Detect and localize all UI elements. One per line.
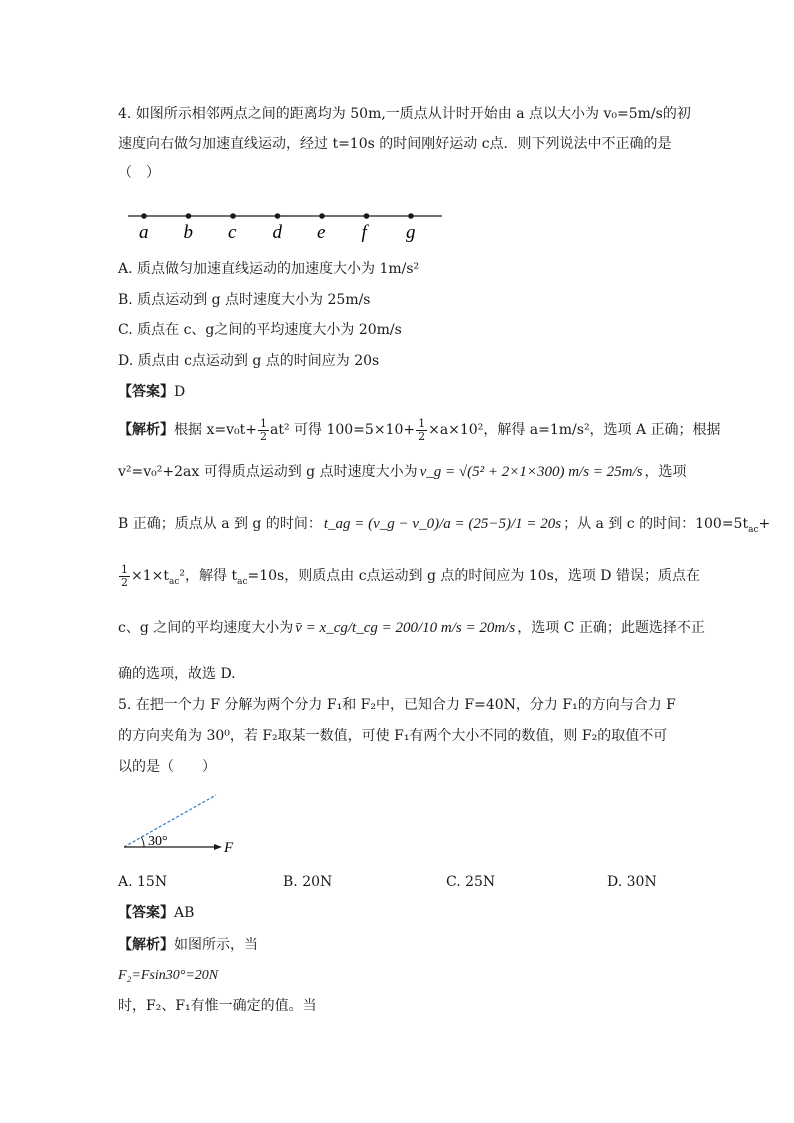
q5-option-c: C. 25N — [446, 874, 496, 890]
point-marker-g — [408, 213, 414, 219]
q5-analysis-line1 — [118, 935, 258, 955]
q4-analysis-text: =10s，则质点由 c点运动到 g 点的时间应为 10s，选项 D 错误；质点在 — [247, 568, 700, 584]
fraction-numerator: 1 — [418, 416, 426, 430]
q4-option-d: D. 质点由 c点运动到 g 点的时间应为 20s — [118, 353, 380, 369]
subscript: ac — [169, 576, 180, 587]
force-label: F — [224, 840, 234, 856]
fraction-numerator: 1 — [259, 416, 267, 430]
q4-analysis-text: ×a×10²，解得 a=1m/s²，选项 A 正确；根据 — [428, 422, 721, 438]
q5-analysis-line3: 时，F₂、F₁有惟一确定的值。当 — [118, 998, 317, 1014]
fraction-denominator: 2 — [121, 575, 128, 589]
point-label-b: b — [183, 222, 193, 243]
fraction-half — [416, 418, 427, 443]
q4-option-c: C. 质点在 c、g之间的平均速度大小为 20m/s — [118, 322, 402, 338]
q4-answer-line — [118, 382, 185, 402]
point-label-f: f — [361, 222, 367, 243]
q4-stem-line2: 速度向右做匀加速直线运动，经过 t=10s 的时间刚好运动 c点．则下列说法中不正确的是 — [118, 136, 672, 152]
q4-option-b: B. 质点运动到 g 点时速度大小为 25m/s — [118, 292, 371, 308]
point-marker-c — [230, 213, 236, 219]
angle-label: 30° — [148, 834, 168, 849]
q5-analysis-tag: 【解析】 — [118, 937, 174, 953]
point-label-e: e — [317, 222, 326, 243]
q4-answer: D — [174, 384, 186, 400]
q4-analysis-text: B 正确；质点从 a 到 g 的时间： — [118, 516, 322, 532]
q4-analysis-text: c、g 之间的平均速度大小为 — [118, 620, 294, 636]
q4-analysis-line4 — [118, 562, 700, 590]
q5-option-b: B. 20N — [283, 874, 333, 890]
q5-answer-tag: 【答案】 — [118, 905, 174, 921]
velocity-formula: v_g = √(5² + 2×1×300) m/s = 25m/s — [419, 464, 643, 480]
q5-stem-line2: 的方向夹角为 30⁰，若 F₂取某一数值，可使 F₁有两个大小不同的数值，则 F₂的取值不可 — [118, 728, 668, 744]
average-velocity-formula: v̄ = x_cg/t_cg = 200/10 m/s = 20m/s — [295, 620, 516, 636]
q4-option-a: A. 质点做匀加速直线运动的加速度大小为 1m/s² — [118, 261, 420, 277]
q5-option-a: A. 15N — [118, 874, 168, 890]
q4-analysis-line1 — [118, 416, 721, 444]
subscript: ac — [237, 576, 248, 587]
point-label-g: g — [406, 222, 416, 243]
point-marker-b — [186, 213, 192, 219]
q5-force-figure — [118, 790, 258, 860]
point-marker-d — [275, 213, 281, 219]
point-label-c: c — [228, 222, 237, 243]
q4-analysis-text: 根据 x=v₀t+ — [174, 422, 257, 438]
point-marker-a — [141, 213, 147, 219]
point-marker-e — [319, 213, 325, 219]
q4-analysis-text: ，选项 — [644, 464, 687, 480]
q5-stem-line3: 以的是（ ） — [118, 759, 216, 775]
q4-analysis-text: at² 可得 100=5×10+ — [269, 422, 416, 438]
q4-stem-line1: 4. 如图所示相邻两点之间的距离均为 50m,一质点从计时开始由 a 点以大小为 v₀=5m/s的初 — [118, 106, 691, 122]
subscript: ac — [748, 524, 759, 535]
q4-analysis-text: ×1×t — [131, 568, 169, 584]
fraction-denominator: 2 — [259, 429, 267, 443]
q4-analysis-text: ²，解得 t — [179, 568, 238, 584]
q5-answer: AB — [174, 905, 195, 921]
point-label-a: a — [139, 222, 149, 243]
fraction-half — [119, 564, 130, 589]
time-formula: t_ag = (v_g − v_0)/a = (25−5)/1 = 20s — [323, 516, 562, 532]
point-marker-f — [364, 213, 370, 219]
q4-analysis-text: + — [758, 516, 771, 532]
q5-option-d: D. 30N — [607, 874, 657, 890]
q4-analysis-text: ，选项 C 正确；此题选择不正 — [517, 620, 705, 636]
q4-analysis-tag: 【解析】 — [118, 422, 174, 438]
q5-stem-line1: 5. 在把一个力 F 分解为两个分力 F₁和 F₂中，已知合力 F=40N，分力 F₁的方向与合力 F — [118, 697, 676, 713]
q4-analysis-line3 — [118, 510, 770, 538]
fraction-numerator: 1 — [121, 562, 128, 576]
q4-analysis-text: v²=v₀²+2ax 可得质点运动到 g 点时速度大小为 — [118, 464, 418, 480]
q4-analysis-line5 — [118, 614, 705, 642]
q4-answer-tag: 【答案】 — [118, 384, 174, 400]
q5-analysis-line2: F₂=Fsin30°=20N — [118, 968, 219, 983]
fraction-denominator: 2 — [418, 429, 426, 443]
q5-analysis-text: 如图所示，当 — [174, 937, 258, 953]
q4-points-figure — [120, 206, 450, 246]
q4-analysis-line6: 确的选项，故选 D. — [118, 666, 236, 682]
q4-stem-line3: （ ） — [118, 165, 160, 181]
q5-answer-line — [118, 903, 194, 923]
point-label-d: d — [272, 222, 282, 243]
q4-analysis-text: ；从 a 到 c 的时间：100=5t — [563, 516, 749, 532]
q4-analysis-line2 — [118, 458, 687, 486]
fraction-half — [258, 418, 269, 443]
